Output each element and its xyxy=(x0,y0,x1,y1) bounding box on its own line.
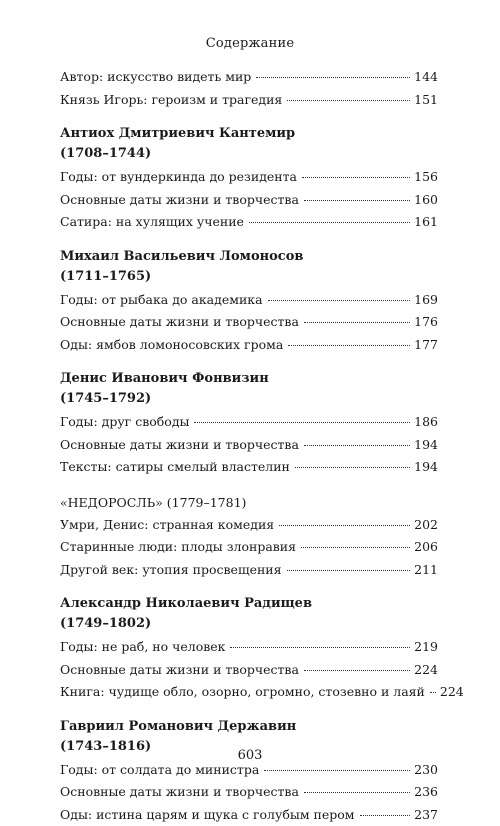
entry-title: Основные даты жизни и творчества xyxy=(60,189,302,212)
entry-page: 219 xyxy=(412,636,438,659)
toc-entry[interactable] xyxy=(60,211,438,234)
toc-entry[interactable] xyxy=(60,659,438,682)
entry-title: Тексты: сатиры смелый властелин xyxy=(60,456,293,479)
section-author xyxy=(60,247,438,287)
entry-title: Годы: от солдата до министра xyxy=(60,759,262,782)
entry-title: Основные даты жизни и творчества xyxy=(60,659,302,682)
dot-leader xyxy=(301,547,410,548)
toc-entry[interactable] xyxy=(60,66,438,89)
entry-page: 160 xyxy=(412,189,438,212)
toc-section-radishchev xyxy=(60,594,438,704)
entry-title: Князь Игорь: героизм и трагедия xyxy=(60,89,285,112)
dot-leader xyxy=(194,422,410,423)
section-author xyxy=(60,369,438,409)
dot-leader xyxy=(430,692,436,693)
entry-page: 206 xyxy=(412,536,438,559)
entry-page: 230 xyxy=(412,759,438,782)
toc-section-nedorosl xyxy=(60,492,438,582)
toc-group-top xyxy=(60,66,438,111)
entry-title: Другой век: утопия просвещения xyxy=(60,559,285,582)
dot-leader xyxy=(256,77,410,78)
entry-page: 202 xyxy=(412,514,438,537)
toc-entry[interactable] xyxy=(60,434,438,457)
entry-page: 224 xyxy=(412,659,438,682)
dot-leader xyxy=(360,815,411,816)
toc-entry[interactable] xyxy=(60,514,438,537)
dot-leader xyxy=(287,100,410,101)
toc-entry[interactable] xyxy=(60,804,438,826)
author-name: Антиох Дмитриевич Кантемир xyxy=(60,124,438,144)
toc-entry[interactable] xyxy=(60,411,438,434)
toc-entry[interactable] xyxy=(60,311,438,334)
author-years: (1711–1765) xyxy=(60,267,438,287)
toc-entry[interactable] xyxy=(60,456,438,479)
entry-title: Основные даты жизни и творчества xyxy=(60,434,302,457)
entry-page: 194 xyxy=(412,434,438,457)
author-years: (1745–1792) xyxy=(60,389,438,409)
entry-page: 161 xyxy=(412,211,438,234)
entry-title: Умри, Денис: странная комедия xyxy=(60,514,277,537)
toc-section-kantemir xyxy=(60,124,438,234)
dot-leader xyxy=(264,770,410,771)
dot-leader xyxy=(268,300,411,301)
entry-page: 224 xyxy=(438,681,464,704)
author-years: (1743–1816) xyxy=(60,737,438,757)
dot-leader xyxy=(304,792,410,793)
dot-leader xyxy=(288,345,410,346)
entry-title: Основные даты жизни и творчества xyxy=(60,311,302,334)
dot-leader xyxy=(302,177,410,178)
author-name: Гавриил Романович Державин xyxy=(60,717,438,737)
toc-entry[interactable] xyxy=(60,681,438,704)
toc-section-derzhavin xyxy=(60,717,438,826)
author-name: Денис Иванович Фонвизин xyxy=(60,369,438,389)
author-name: Александр Николаевич Радищев xyxy=(60,594,438,614)
dot-leader xyxy=(304,200,410,201)
toc-entry[interactable] xyxy=(60,559,438,582)
entry-title: Основные даты жизни и творчества xyxy=(60,781,302,804)
toc-entry[interactable] xyxy=(60,334,438,357)
author-years: (1708–1744) xyxy=(60,144,438,164)
toc-section-lomonosov xyxy=(60,247,438,357)
dot-leader xyxy=(287,570,411,571)
entry-title: Сатира: на хулящих учение xyxy=(60,211,247,234)
entry-title: Годы: не раб, но человек xyxy=(60,636,228,659)
entry-page: 177 xyxy=(412,334,438,357)
entry-title: Годы: от вундеркинда до резидента xyxy=(60,166,300,189)
dot-leader xyxy=(304,670,410,671)
dot-leader xyxy=(230,647,410,648)
toc-entry[interactable] xyxy=(60,289,438,312)
entry-page: 194 xyxy=(412,456,438,479)
entry-title: Автор: искусство видеть мир xyxy=(60,66,254,89)
dot-leader xyxy=(249,222,410,223)
toc-entry[interactable] xyxy=(60,536,438,559)
entry-page: 144 xyxy=(412,66,438,89)
toc-entry[interactable] xyxy=(60,89,438,112)
dot-leader xyxy=(279,525,410,526)
entry-title: Оды: ямбов ломоносовских грома xyxy=(60,334,286,357)
entry-title: Старинные люди: плоды злонравия xyxy=(60,536,299,559)
dot-leader xyxy=(304,445,410,446)
toc-entry[interactable] xyxy=(60,636,438,659)
author-years: (1749–1802) xyxy=(60,614,438,634)
entry-title: Годы: от рыбака до академика xyxy=(60,289,266,312)
entry-title: Книга: чудище обло, озорно, огромно, стозевно и лаяй xyxy=(60,681,428,704)
toc-entry[interactable] xyxy=(60,189,438,212)
section-author xyxy=(60,124,438,164)
entry-title: Оды: истина царям и щука с голубым пером xyxy=(60,804,358,826)
entry-page: 156 xyxy=(412,166,438,189)
page-number: 603 xyxy=(0,748,500,763)
entry-page: 169 xyxy=(412,289,438,312)
entry-page: 176 xyxy=(412,311,438,334)
section-author xyxy=(60,594,438,634)
toc-section-fonvizin xyxy=(60,369,438,479)
entry-page: 186 xyxy=(412,411,438,434)
author-name: Михаил Васильевич Ломоносов xyxy=(60,247,438,267)
work-subtitle: «НЕДОРОСЛЬ» (1779–1781) xyxy=(60,492,438,514)
dot-leader xyxy=(295,467,410,468)
entry-page: 237 xyxy=(412,804,438,826)
entry-page: 236 xyxy=(412,781,438,804)
entry-page: 211 xyxy=(412,559,438,582)
dot-leader xyxy=(304,322,410,323)
toc-entry[interactable] xyxy=(60,781,438,804)
entry-title: Годы: друг свободы xyxy=(60,411,192,434)
entry-page: 151 xyxy=(412,89,438,112)
running-head: Содержание xyxy=(0,36,500,51)
toc-entry[interactable] xyxy=(60,166,438,189)
table-of-contents xyxy=(60,66,438,826)
